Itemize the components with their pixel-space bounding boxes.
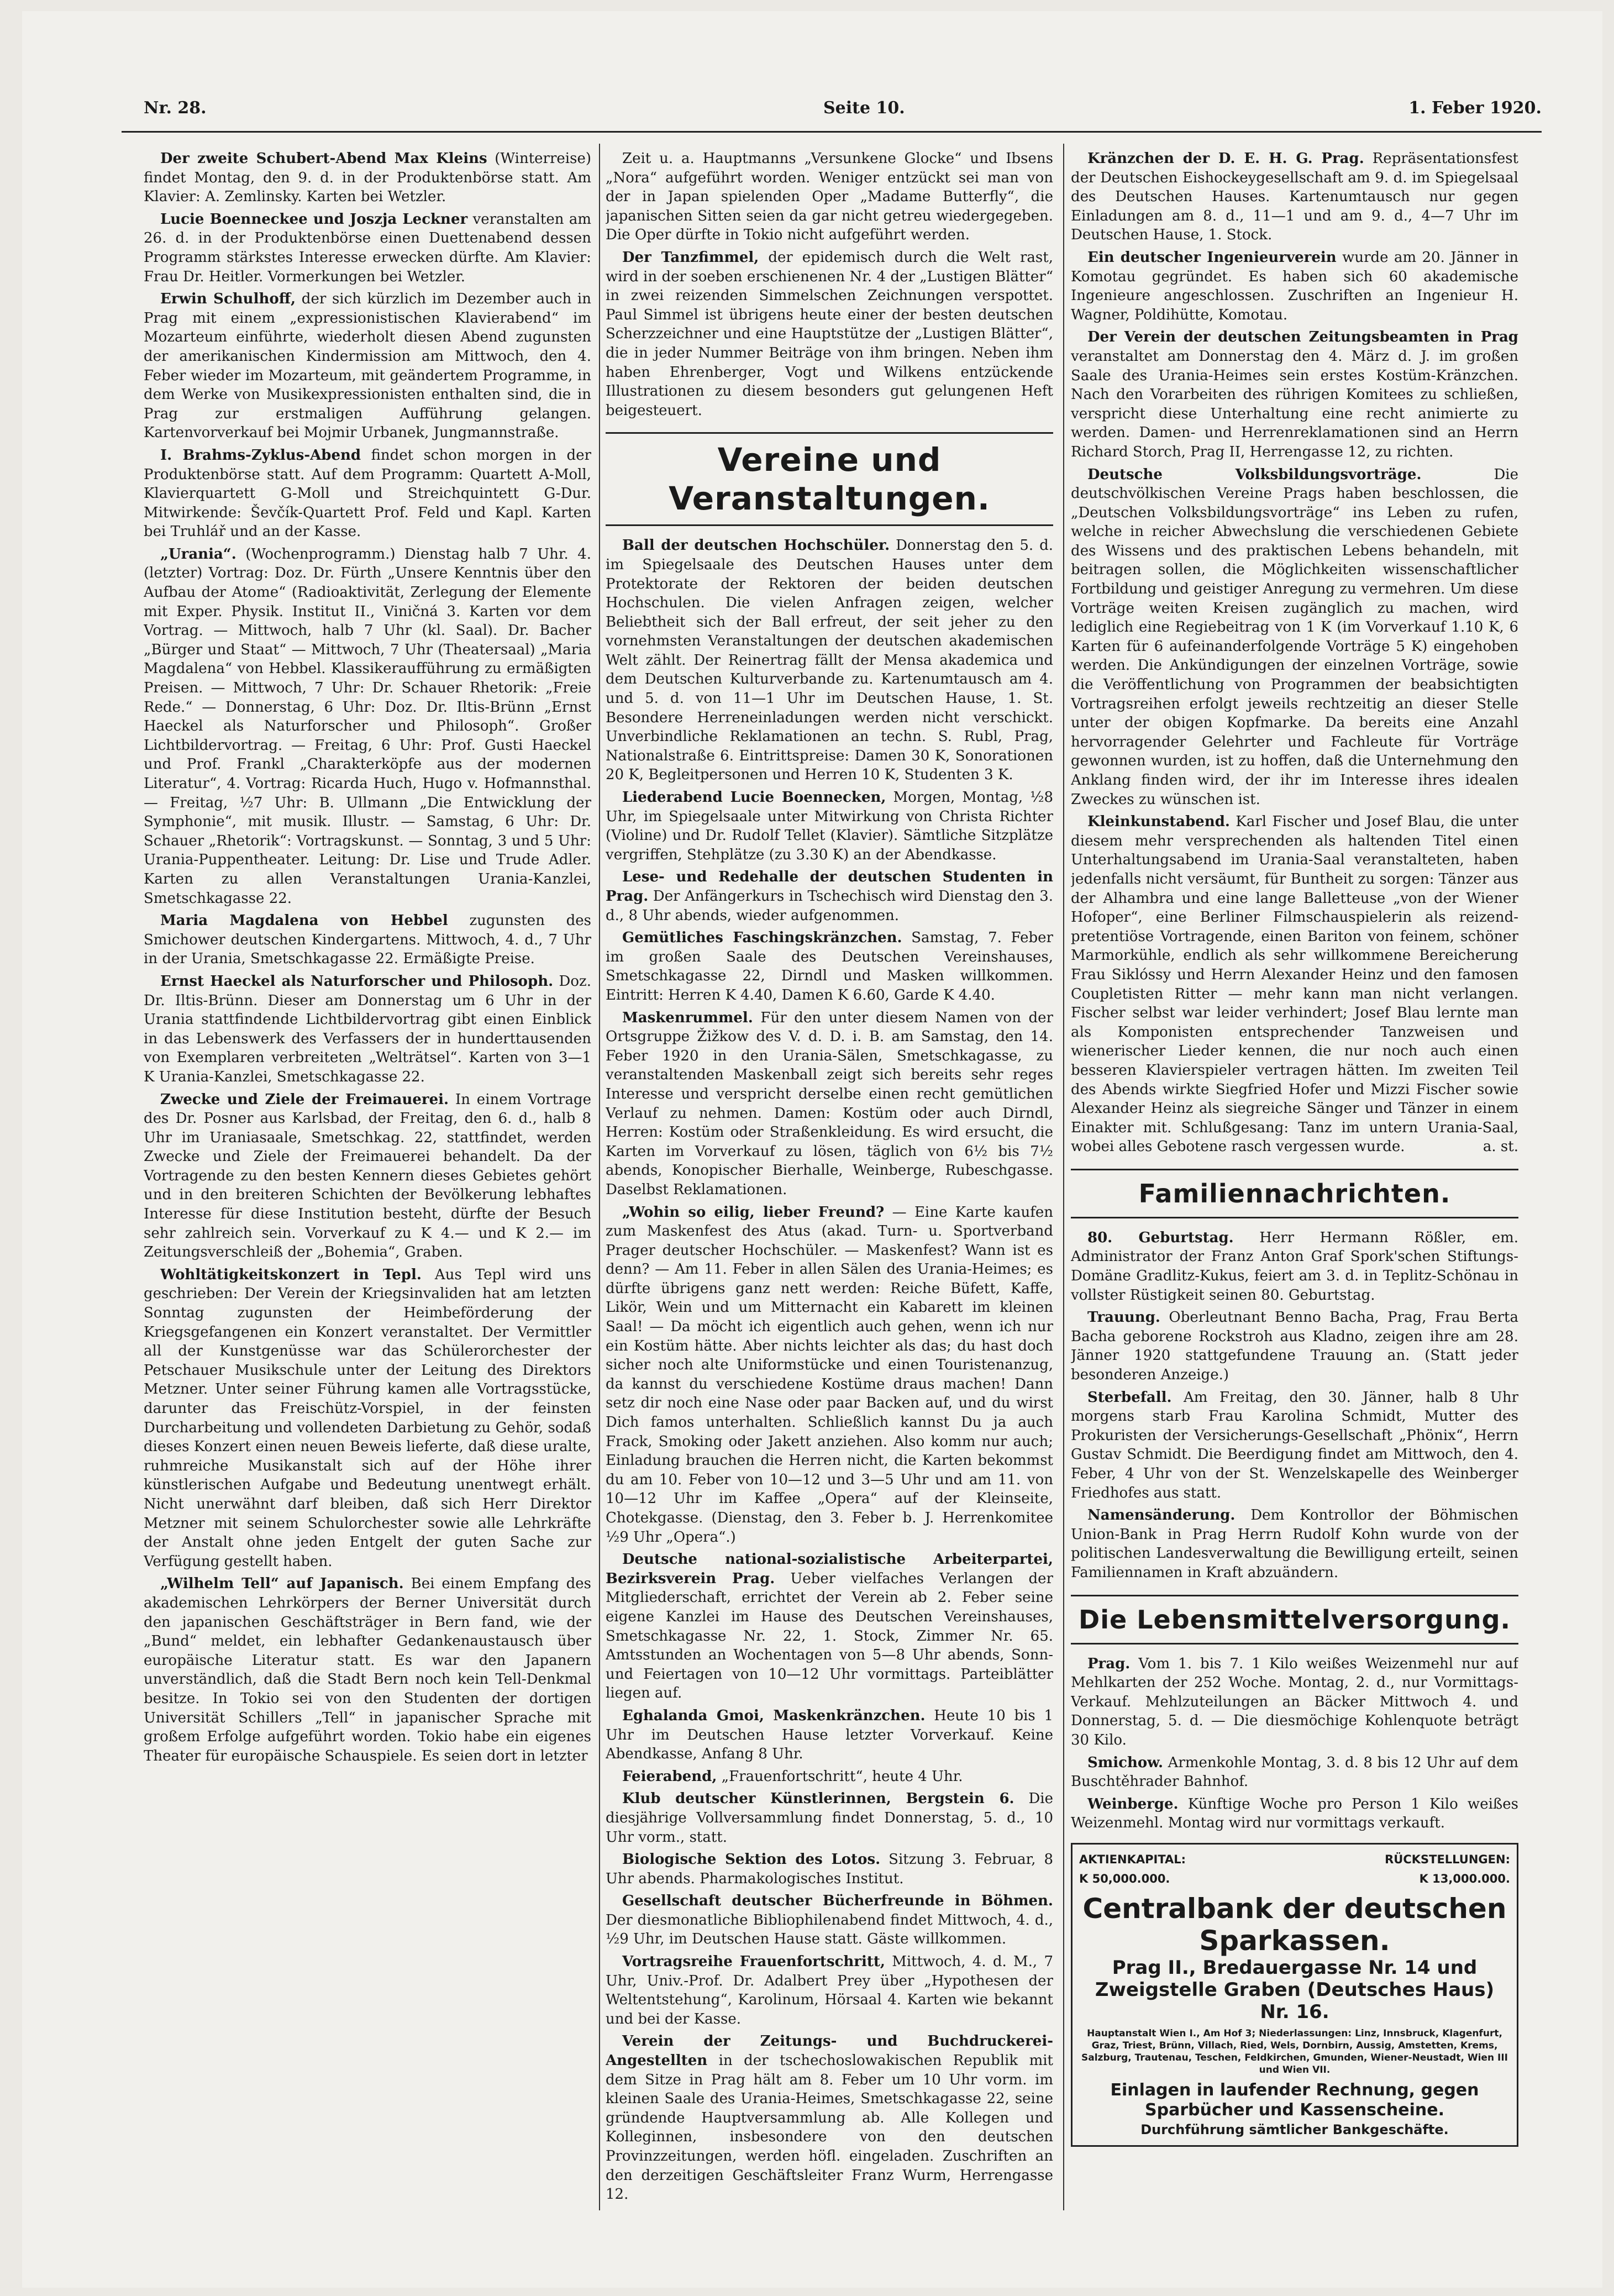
article-heading: Trauung. [1087,1309,1160,1326]
article-paragraph [606,1850,1053,1888]
article-text: Herr Hermann Rößler, em. Administrator der Franz Anton Graf Spork'schen Stiftungs-Domäne Gradlitz-Kukus, feiert am 3. d. in Teplitz-Schönau in vollster Rüstigkeit seinen 80. Geburtstag. [1071,1229,1518,1304]
article-paragraph [606,149,1053,245]
article-text: Der Anfängerkurs in Tschechisch wird Dienstag den 3. d., 8 Uhr abends, wieder aufgenommen. [606,888,1053,924]
article-paragraph [606,248,1053,420]
article-heading: Ein deutscher Ingenieurverein [1087,249,1337,266]
article-text: Armenkohle Montag, 3. d. 8 bis 12 Uhr auf dem Buschtěhrader Bahnhof. [1071,1754,1518,1790]
article-paragraph [1071,149,1518,245]
article-text: Mittwoch, 4. d. M., 7 Uhr, Univ.-Prof. Dr. Adalbert Prey über „Hypothesen der Weltentstehung“, Karolinum, Hörsaal 4. Karten wie bekannt und bei der Kasse. [606,1953,1053,2027]
article-text: „Frauenfortschritt“, heute 4 Uhr. [721,1768,963,1785]
article-paragraph [144,149,591,207]
article-text: in der tschechoslowakischen Republik mit dem Sitze in Prag hält am 8. Feber um 10 Uhr vorm. im kleinen Saale des Urania-Heimes, Smetschkagasse 22, seine gründende Hauptversammlung ab. Alle Kollegen und Kolleginnen, insbesondere von den deutschen Provinzzeitungen, werden höfl. eingeladen. Zuschriften an den derzeitigen Geschäftsleiter Franz Wurm, Herrengasse 12. [606,2052,1053,2203]
article-text: veranstaltet am Donnerstag den 4. März d. J. im großen Saale des Urania-Heimes sein erstes Kostüm-Kränzchen. Nach den Vorarbeiten des rührigen Komitees zu schließen, verspricht diese Unterhaltung eine recht animierte zu werden. Damen- und Herrenreklamationen sind an Herrn Richard Storch, Prag II, Herrengasse 12, zu richten. [1071,348,1518,460]
article-paragraph [1071,1228,1518,1305]
article-paragraph [1071,1308,1518,1384]
article-text: Am Freitag, den 30. Jänner, halb 8 Uhr morgens starb Frau Karolina Schmidt, Mutter des Prokuristen der Versicherungs-Gesellschaft „Phönix“, Herrn Gustav Schmidt. Die Beerdigung findet am Mittwoch, den 4. Feber, 4 Uhr von der St. Wenzelskapelle des Weinberger Friedhofes aus statt. [1071,1389,1518,1501]
article-text: Sitzung 3. Februar, 8 Uhr abends. Pharmakologisches Institut. [606,1851,1053,1887]
article-paragraph [144,1090,591,1262]
article-text: Zeit u. a. Hauptmanns „Versunkene Glocke“ und Ibsens „Nora“ aufgeführt worden. Weniger entzückt sei man von der in Japan spielenden Oper „Madame Butterfly“, die japanischen Sitten seien da gar nicht getreu wiedergegeben. Die Oper dürfte in Tokio nicht aufgeführt werden. [606,150,1053,244]
bank-services: Durchführung sämtlicher Bankgeschäfte. [1140,2122,1449,2138]
article-paragraph [1071,1506,1518,1582]
article-paragraph [144,545,591,908]
family-notices [1071,1228,1518,1583]
article-heading: Maskenrummel. [622,1009,753,1026]
article-text: Doz. Dr. Iltis-Brünn. Dieser am Donnerstag um 6 Uhr in der Urania stattfindende Lichtbildervortrag gibt einen Einblick in das Lebenswerk des Verfassers der in hunderttausenden von Exemplaren verbreiteten „Welträtsel“. Karten von 3—1 K Urania-Kanzlei, Smetschkagasse 22. [144,973,591,1085]
bank-address-2: Zweigstelle Graben (Deutsches Haus) Nr. 16. [1095,1979,1495,2024]
capital-label: AKTIENKAPITAL: [1079,1852,1186,1866]
issue-date: 1. Feber 1920. [1408,98,1542,118]
article-paragraph [1071,1388,1518,1503]
article-text: Die diesjährige Vollversammlung findet Donnerstag, 5. d., 10 Uhr vorm., statt. [606,1790,1053,1846]
article-paragraph [606,1203,1053,1547]
article-text: Dem Kontrollor der Böhmischen Union-Bank in Prag Herrn Rudolf Kohn wurde von der politischen Landesverwaltung die Bewilligung erteilt, seinen Familiennamen in Kraft abzuändern. [1071,1507,1518,1581]
article-paragraph [144,972,591,1087]
article-paragraph [606,2032,1053,2204]
article-paragraph [1071,1654,1518,1750]
article-heading: Der Verein der deutschen Zeitungsbeamten in Prag [1087,329,1518,346]
article-text: veranstalten am 26. d. in der Produktenbörse einen Duettenabend dessen Programm stärkstes Interesse erwecken dürfte. Am Klavier: Frau Dr. Heitler. Vormerkungen bei Wetzler. [144,211,591,285]
article-heading: Weinberge. [1087,1795,1179,1812]
reserves-label: RÜCKSTELLUNGEN: [1385,1852,1510,1866]
column-1 [144,149,591,2210]
article-text: findet schon morgen in der Produktenbörse statt. Auf dem Programm: Quartett A-Moll, Klavierquartett G-Moll und Streichquintett G-Dur. Mitwirkende: Ševčík-Quartett Prof. Feld und Kapl. Karten bei Truhlář und an der Kasse. [144,446,591,540]
article-text: Aus Tepl wird uns geschrieben: Der Verein der Kriegsinvaliden hat am letzten Sonntag zugunsten der Heimbeförderung der Kriegsgefangenen ein Konzert veranstaltet. Der Vermittler all der Kunstgenüsse war das Schülerorchester der Petschauer Musikschule unter der Leitung des Direktors Metzner. Unter seiner Führung kamen alle Vortragsstücke, darunter das Freischütz-Vorspiel, in der feinsten Durcharbeitung und vollendeten Darbietung zu Gehör, sodaß dieses Konzert einen neuen Beweis lieferte, daß diese uralte, ruhmreiche Musikanstalt sich auf der Höhe ihrer künstlerischen Aufgabe und Bedeutung unentwegt erhält. Nicht unerwähnt darf bleiben, daß sich Herr Direktor Metzner mit seinem Schulorchester sowie alle Lehrkräfte der Anstalt ohne jeden Entgelt der guten Sache zur Verfügung gestellt haben. [144,1266,591,1570]
section-title-vereine: Vereine und Veranstaltungen. [606,432,1053,526]
section-title-food: Die Lebensmittelversorgung. [1071,1595,1518,1644]
article-text: Künftige Woche pro Person 1 Kilo weißes Weizenmehl. Montag wird nur vormittags verkauft. [1071,1795,1518,1832]
bank-branches: Hauptanstalt Wien I., Am Hof 3; Niederlassungen: Linz, Innsbruck, Klagenfurt, Graz, Triest, Brünn, Villach, Ried, Wels, Dornbirn, Aussig, Amstetten, Krems, Salzburg, Trautenau, Teschen, Feldkirchen, Gmunden, Wiener-Neustadt, Wien III und Wien VII. [1081,2028,1508,2076]
article-paragraph [144,446,591,542]
article-paragraph [1071,1753,1518,1791]
article-paragraph [606,1706,1053,1764]
column-divider [599,144,600,2210]
article-text: Die deutschvölkischen Vereine Prags haben beschlossen, die „Deutschen Volksbildungsvorträge“ ins Leben zu rufen, welche in reicher Abwechslung die verschiedenen Gebiete des Wissens und des praktischen Lebens behandeln, mit beitragen sollen, die Möglichkeiten wissenschaftlicher Fortbildung und geistiger Anregung zu vermehren. Um diese Vorträge weiten Kreisen zugänglich zu machen, wird lediglich eine Regiebeitrag von 1 K (im Vorverkauf 1.10 K, 6 Karten für 6 aufeinanderfolgende Vorträge 5 K) eingehoben werden. Die Ankündigungen der einzelnen Vorträge, sowie die Veröffentlichung von Programmen der beabsichtigten Vortragsreihen erfolgt jeweils rechtzeitig an dieser Stelle unter der obigen Kopfmarke. Da bereits eine Anzahl hervorragender Gelehrter und Fachleute für Vorträge gewonnen wurden, ist zu hoffen, daß die Unternehmung den Anklang finden wird, der ihr im Interesse ihres idealen Zweckes zu wünschen ist. [1071,466,1518,808]
bank-address-1: Prag II., Bredauergasse Nr. 14 und [1112,1957,1478,1979]
article-paragraph [1071,248,1518,324]
article-text: Morgen, Montag, ½8 Uhr, im Spiegelsaale unter Mitwirkung von Christa Richter (Violine) und Dr. Rudolf Tellet (Klavier). Sämtliche Sitzplätze vergriffen, Stehplätze (zu 3.30 K) an der Abendkasse. [606,789,1053,863]
article-paragraph [144,1265,591,1572]
article-heading: Der zweite Schubert-Abend Max Kleins [160,150,487,167]
article-text: Donnerstag den 5. d. im Spiegelsaale des Deutschen Hauses unter dem Protektorate der Rektoren der beiden deutschen Hochschulen. Die vielen Anfragen zeigen, welcher Beliebtheit sich der Ball erfreut, der seit jeher zu den vornehmsten Veranstaltungen der deutschen akademischen Welt zählt. Der Reinertrag fällt der Mensa akademica und dem Deutschen Kulturverbande zu. Kartenumtausch am 4. und 5. d. von 11—1 Uhr im Deutschen Hause, 1. St. Besondere Herreneinladungen werden nicht verschickt. Unverbindliche Reklamationen an techn. S. Rubl, Prag, Nationalstraße 6. Eintrittspreise: Damen 30 K, Sonorationen 20 K, Begleitpersonen und Herren 10 K, Studenten 3 K. [606,537,1053,784]
article-heading: Der Tanzfimmel, [622,249,759,266]
article-heading: Liederabend Lucie Boennecken, [622,789,886,806]
ad-values [1079,1869,1510,1889]
article-heading: Kränzchen der D. E. H. G. Prag. [1087,150,1364,167]
article-heading: Vortragsreihe Frauenfortschritt, [622,1953,885,1971]
article-heading: Feierabend, [622,1768,717,1785]
article-text: Bei einem Empfang des akademischen Lehrkörpers der Berner Universität durch den japanischen Geschäftsträger in Bern fand, wie der „Bund“ meldet, ein lebhafter Gedankenaustausch über europäische Literatur statt. Es war den Japanern unverständlich, daß die Stadt Bern noch kein Tell-Denkmal besitze. In Tokio sei von den Studenten der dortigen Universität Schillers „Tell“ in japanischer Sprache mit großem Erfolge aufgeführt worden. Tokio habe ein eigenes Theater für europäische Schauspiele. Es seien dort in letzter [144,1575,591,1764]
bank-advertisement [1071,1843,1518,2147]
article-paragraph [144,210,591,286]
article-paragraph [144,911,591,969]
article-heading: Lese- und Redehalle der deutschen Studenten in Prag. [606,869,1053,905]
column-3 [1071,149,1518,2210]
bank-deposits-1: Einlagen in laufender Rechnung, gegen [1110,2080,1479,2100]
bank-deposits-2: Sparbücher und Kassenscheine. [1145,2100,1444,2120]
article-heading: Deutsche Volksbildungsvorträge. [1087,466,1422,483]
article-heading: Prag. [1087,1655,1131,1672]
article-paragraph [1071,328,1518,461]
article-text: (Winterreise) findet Montag, den 9. d. in der Produktenbörse statt. Am Klavier: A. Zemlinsky. Karten bei Wetzler. [144,150,591,206]
article-text: — Eine Karte kaufen zum Maskenfest des Atus (akad. Turn- u. Sportverband Prager deutscher Hochschüler. — Maskenfest? Wann ist es denn? — Am 11. Feber in allen Sälen des Urania-Heimes; es dürfte übrigens ganz nett werden: Reiche Büfett, Kaffe, Likör, Wein und um Mitternacht ein Kabarett im kleinen Saal! — Da möcht ich eigentlich auch gehen, wenn ich nur ein Kostüm hätte. Aber nichts leichter als das; du hast doch sicher noch alte Uniformstücke und einen Touristenanzug, da kannst du verschiedene Kostüme draus machen! Dann setz dir noch eine Nase oder paar Backen auf, und du wirst Dich famos unterhalten. Schließlich kannst Du ja auch Frack, Smoking oder Jakett anziehen. Also komm nur auch; Einladung brauchen die Herren nicht, die Karten bekommst du am 10. Feber von 10—12 und 3—5 Uhr und am 11. von 10—12 Uhr im Kaffee „Opera“ auf der Kleinseite, Chotekgasse. (Dienstag, den 3. Feber b. J. Herrenkomitee ½9 Uhr „Opera“.) [606,1204,1053,1546]
article-heading: Namensänderung. [1087,1507,1236,1524]
article-heading: Deutsche national-sozialistische Arbeiterpartei, Bezirksverein Prag. [606,1551,1053,1587]
article-paragraph [606,1789,1053,1847]
article-heading: „Urania“. [160,545,236,563]
article-paragraph [606,1767,1053,1787]
article-paragraph [606,1952,1053,2029]
article-text: der sich kürzlich im Dezember auch in Prag mit einem „expressionistischen Klavierabend“ im Mozarteum einführte, wiederholt diesen Abend zugunsten der amerikanischen Kindermission am Mittwoch, den 4. Feber wieder im Mozarteum, mit geändertem Programme, in dem Werke von Musikexpressionisten enthalten sind, die in Prag zur erstmaligen Aufführung gelangen. Kartenvorverkauf bei Mojmir Urbanek, Jungmannstraße. [144,291,591,442]
article-text: (Wochenprogramm.) Dienstag halb 7 Uhr. 4. (letzter) Vortrag: Doz. Dr. Fürth „Unsere Kenntnis über den Aufbau der Atome“ (Radioaktivität, Zerlegung der Elemente mit Exper. Physik. Institut II., Viničná 3. Karten vor dem Vortrag. — Mittwoch, halb 7 Uhr (kl. Saal). Dr. Bacher „Bürger und Staat“ — Mittwoch, 7 Uhr (Theatersaal) „Maria Magdalena“ von Hebbel. Klassikeraufführung zu ermäßigten Preisen. — Mittwoch, 7 Uhr: Dr. Schauer Rhetorik: „Freie Rede.“ — Donnerstag, 6 Uhr: Doz. Dr. Iltis-Brünn „Ernst Haeckel als Naturforscher und Philosoph“. Großer Lichtbildervortrag. — Freitag, 6 Uhr: Prof. Gusti Haeckel und Prof. Frankl „Charakterköpfe aus der modernen Literatur“, 4. Vortrag: Ricarda Huch, Hugo v. Hofmannsthal. — Freitag, ½7 Uhr: B. Ullmann „Die Entwicklung der Symphonie“, mit musik. Illustr. — Samstag, 6 Uhr: Dr. Schauer „Rhetorik“: Vortragskunst. — Sonntag, 3 und 5 Uhr: Urania-Puppentheater. Leitung: Dr. Lise und Trude Adler. Karten zu allen Veranstaltungen Urania-Kanzlei, Smetschkagasse 22. [144,545,591,907]
article-text: Ueber vielfaches Verlangen der Mitgliederschaft, errichtet der Verein ab 2. Feber seine eigene Kanzlei im Hause des Deutschen Vereinshauses, Smetschkagasse Nr. 22, 1. Stock, Zimmer Nr. 65. Amtsstunden an Wochentagen von 5—8 Uhr abends, Sonn- und Feiertagen von 10—12 Uhr vormittags. Parteiblätter liegen auf. [606,1570,1053,1702]
article-heading: I. Brahms-Zyklus-Abend [160,446,361,464]
article-text: zugunsten des Smichower deutschen Kindergartens. Mittwoch, 4. d., 7 Uhr in der Urania, Smetschkagasse 22. Ermäßigte Preise. [144,912,591,968]
column-2 [606,149,1053,2210]
column-2-top [606,149,1053,420]
ad-labels [1079,1850,1510,1869]
food-notices [1071,1654,1518,1833]
bank-name: Centralbank der deutschen Sparkassen. [1082,1893,1507,1957]
article-paragraph [606,788,1053,864]
article-heading: Verein der Zeitungs- und Buchdruckerei-Angestellten [606,2033,1053,2069]
newspaper-page [22,11,1602,2288]
page-number: Seite 10. [823,98,905,118]
article-heading: Ernst Haeckel als Naturforscher und Philosoph. [160,973,554,990]
article-paragraph [606,1892,1053,1949]
section-title-family: Familiennachrichten. [1071,1169,1518,1218]
article-heading: Sterbefall. [1087,1389,1172,1406]
article-text: Für den unter diesem Namen von der Ortsgruppe Žižkow des V. d. D. i. B. am Samstag, den 14. Feber 1920 in den Urania-Sälen, Smetschkagasse, zu veranstaltenden Maskenball zeigt sich bereits sehr reges Interesse und verspricht derselbe einen recht gemütlichen Verlauf zu nehmen. Damen: Kostüm oder auch Dirndl, Herren: Kostüm oder Straßenkleidung. Es wird ersucht, die Karten im Vorverkauf zu lösen, täglich von 6½ bis 7½ abends, Konopischer Bierhalle, Weinberge, Rubeschgasse. Daselbst Reklamationen. [606,1009,1053,1198]
article-heading: Biologische Sektion des Lotos. [622,1851,881,1868]
article-heading: Maria Magdalena von Hebbel [160,912,448,929]
article-paragraph [1071,812,1518,1157]
article-text: Karl Fischer und Josef Blau, die unter diesem mehr versprechenden als haltenden Titel einen Unterhaltungsabend im Urania-Saal veranstalteten, haben jedenfalls nicht versäumt, für Buntheit zu sorgen: Tänzer aus der Alhambra und eine lange Balletteuse „von der Wiener Hofoper“, eine Berliner Filmschauspielerin als reizend-pretentiöse Vortragende, einen Bariton von feinem, schöner Marmorkühle, endlich als sehr willkommene Bereicherung Frau Siklóssy und Herrn Alexander Heinz und den famosen Coupletisten Ritter — mehr kann man nicht verlangen. Fischer selbst war leider verhindert; Josef Blau lernte man als Komponisten entsprechender Tanzweisen und wienerischer Lieder kennen, die nur noch auch einen besseren Klavierspieler vertragen hätten. Im zweiten Teil des Abends wirkte Siegfried Hofer und Mizzi Fischer sowie Alexander Heinz als siegreiche Sänger und Tänzer in einem Einakter mit. Schlußgesang: Tanz im untern Urania-Saal, wobei alles Gebotene rasch vergessen wurde. [1071,813,1518,1155]
article-text: Repräsentationsfest der Deutschen Eishockeygesellschaft am 9. d. im Spiegelsaal des Deutschen Hauses. Kartenumtausch nur gegen Einladungen am 8. d., 11—1 und am 9. d., 4—7 Uhr im Deutschen Hause, 1. Stock. [1071,150,1518,244]
article-heading: Wohltätigkeitskonzert in Tepl. [160,1266,422,1283]
article-heading: Lucie Boenneckee und Joszja Leckner [160,211,468,228]
article-heading: „Wilhelm Tell“ auf Japanisch. [160,1575,404,1593]
article-paragraph [606,536,1053,785]
article-paragraph [144,1574,591,1766]
article-paragraph [144,290,591,443]
article-paragraph [606,868,1053,925]
article-paragraph [606,1550,1053,1703]
article-heading: Eghalanda Gmoi, Maskenkränzchen. [622,1707,926,1724]
article-heading: 80. Geburtstag. [1087,1229,1234,1246]
issue-number: Nr. 28. [144,98,207,118]
article-text: Oberleutnant Benno Bacha, Prag, Frau Berta Bacha geborene Rockstroh aus Kladno, zeigen ihre am 28. Jänner 1920 stattgefundene Trauung an. (Statt jeder besonderen Anzeige.) [1071,1309,1518,1384]
column-2-events [606,536,1053,2204]
article-text: wurde am 20. Jänner in Komotau gegründet. Es haben sich 60 akademische Ingenieure angeschlossen. Zuschriften an Ingenieur H. Wagner, Poldihütte, Komotau. [1071,249,1518,323]
article-text: Samstag, 7. Feber im großen Saale des Deutschen Vereinshauses, Smetschkagasse 22, Dirndl und Masken willkommen. Eintritt: Herren K 4.40, Damen K 6.60, Garde K 4.40. [606,929,1053,1003]
article-heading: Erwin Schulhoff, [160,291,296,308]
column-3-notices [1071,149,1518,1157]
article-heading: Kleinkunstabend. [1087,813,1230,831]
article-heading: Zwecke und Ziele der Freimauerei. [160,1091,449,1108]
article-heading: „Wohin so eilig, lieber Freund? [622,1204,885,1221]
column-divider [1063,144,1064,2210]
article-text: Heute 10 bis 1 Uhr im Deutschen Hause letzter Vorverkauf. Keine Abendkasse, Anfang 8 Uhr. [606,1707,1053,1763]
article-text: In einem Vortrage des Dr. Posner aus Karlsbad, der Freitag, den 6. d., halb 8 Uhr im Uraniasaale, Smetschkag. 22, stattfindet, werden Zwecke und Ziele der Freimauerei behandelt. Da der Vortragende zu den besten Kennern dieses Gebietes gehört und in den breiteren Schichten der Bevölkerung lebhaftes Interesse für diese Institution besteht, dürfte der Besuch sehr zahlreich sein. Vorverkauf zu K 4.— und K 2.— im Zeitungsverschleiß der „Bohemia“, Graben. [144,1091,591,1261]
article-paragraph [1071,1795,1518,1833]
article-heading: Gemütliches Faschingskränzchen. [622,929,902,947]
article-heading: Gesellschaft deutscher Bücherfreunde in Böhmen. [622,1893,1053,1910]
capital-value: K 50,000.000. [1079,1872,1170,1885]
article-heading: Klub deutscher Künstlerinnen, Bergstein 6. [622,1790,1014,1808]
article-text: Vom 1. bis 7. 1 Kilo weißes Weizenmehl nur auf Mehlkarten der 252 Woche. Montag, 2. d., nur Vormittags-Verkauf. Mehlzuteilungen an Bäcker Mittwoch 4. und Donnerstag, 5. d. — Die diesmöchige Kohlenquote beträgt 30 Kilo. [1071,1655,1518,1748]
article-heading: Smichow. [1087,1754,1164,1771]
article-text: der epidemisch durch die Welt rast, wird in der soeben erschienenen Nr. 4 der „Lustigen Blätter“ in zwei reizenden Simmelschen Zeichnungen verspottet. Paul Simmel ist übrigens heute einer der besten deutschen Scherzzeichner und eine Hauptstütze der „Lustigen Blätter“, die in jeder Nummer Beiträge von ihm bringen. Neben ihm haben Ehrenberger, Vogt und Wilkens entzückende Illustrationen zu diesem besonders gut gelungenen Heft beigesteuert. [606,249,1053,419]
article-signature: a. st. [1482,1138,1518,1155]
article-paragraph [606,928,1053,1005]
article-paragraph [1071,465,1518,810]
reserves-value: K 13,000.000. [1419,1872,1510,1885]
article-text: Der diesmonatliche Bibliophilenabend findet Mittwoch, 4. d., ½9 Uhr, im Deutschen Hause statt. Gäste willkommen. [606,1911,1053,1948]
page-header [122,94,1542,133]
header-rule [122,131,1542,133]
article-heading: Ball der deutschen Hochschüler. [622,537,890,554]
article-paragraph [606,1008,1053,1200]
